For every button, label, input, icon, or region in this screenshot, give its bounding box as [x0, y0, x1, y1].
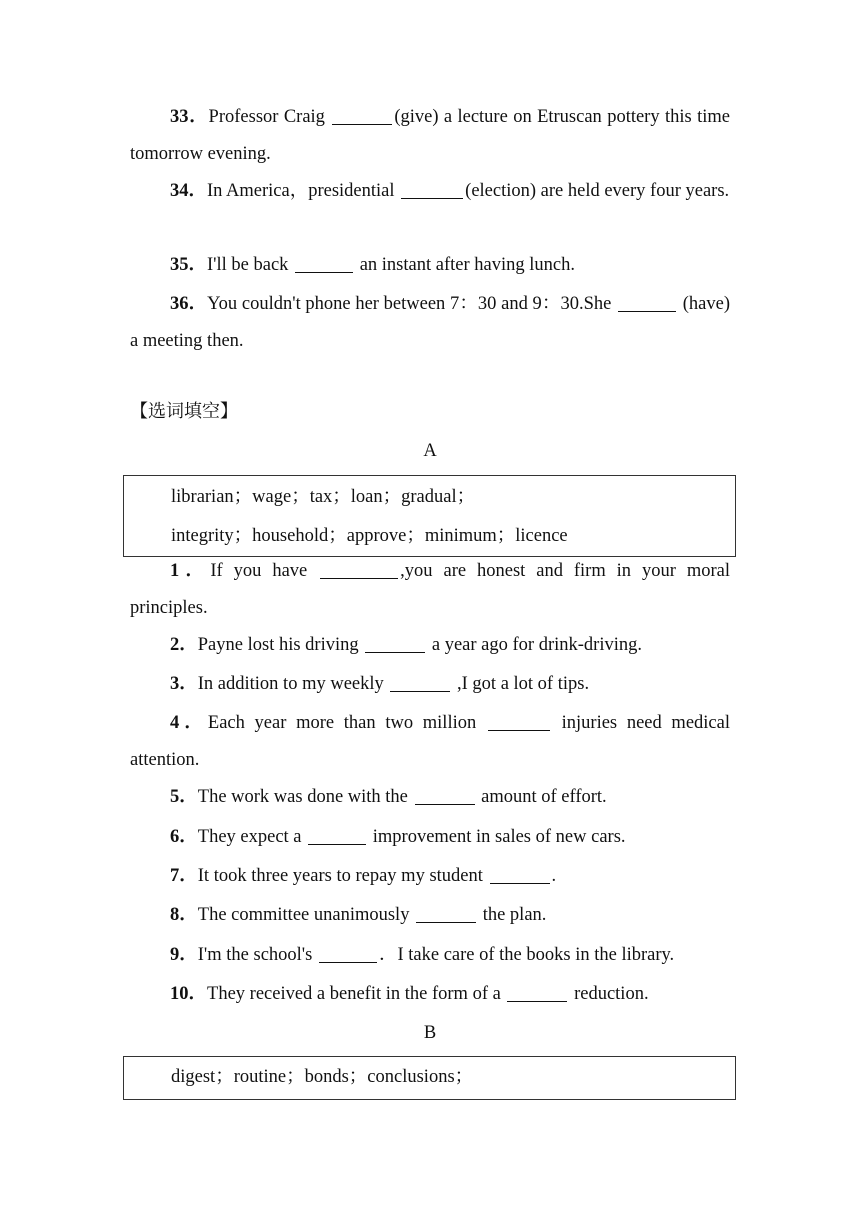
- word-bank-b: [123, 1056, 736, 1100]
- question-text: improvement in sales of new cars.: [368, 827, 626, 847]
- answer-blank[interactable]: [401, 180, 463, 200]
- answer-blank[interactable]: [365, 634, 425, 654]
- question-number: 33．: [170, 107, 209, 127]
- answer-blank[interactable]: [319, 944, 377, 964]
- question-text: If you have: [210, 561, 319, 581]
- question-text: amount of effort.: [476, 787, 607, 807]
- question-8: [130, 897, 730, 934]
- question-text: The work was done with the: [197, 787, 413, 807]
- question-number: 1．: [170, 561, 211, 581]
- answer-blank[interactable]: [490, 865, 550, 885]
- section-title: 【选词填空】: [130, 401, 238, 422]
- question-6: [130, 819, 730, 856]
- question-text: Each year more than two million: [207, 713, 486, 733]
- question-2: [130, 627, 730, 664]
- question-number: 2．: [170, 635, 198, 655]
- question-text: ,you are honest and firm in your moral principles.: [130, 561, 730, 618]
- question-number: 36．: [170, 294, 208, 314]
- question-number: 4．: [170, 713, 208, 733]
- question-9: [130, 937, 730, 974]
- question-text: In America，presidential: [207, 181, 400, 201]
- question-7: [130, 858, 730, 895]
- question-number: 9．: [170, 945, 198, 965]
- question-number: 10．: [170, 984, 208, 1004]
- question-number: 35．: [170, 255, 208, 275]
- question-4: [130, 705, 730, 779]
- answer-blank[interactable]: [295, 254, 353, 274]
- question-text: the plan.: [478, 905, 547, 925]
- question-10: [130, 976, 730, 1013]
- question-text: ,I got a lot of tips.: [452, 674, 590, 694]
- question-text: injuries need medical attention.: [130, 713, 730, 770]
- word-bank-line: librarian；wage；tax；loan；gradual；: [171, 487, 476, 507]
- question-3: [130, 666, 730, 703]
- question-text: Payne lost his driving: [197, 635, 364, 655]
- question-text: reduction.: [569, 984, 649, 1004]
- question-text: You couldn't phone her between 7：30 and 9：30.She: [207, 294, 617, 314]
- answer-blank[interactable]: [488, 712, 550, 732]
- word-bank-line: digest；routine；bonds；conclusions；: [171, 1067, 474, 1087]
- question-text: I'll be back: [207, 255, 294, 275]
- answer-blank[interactable]: [618, 293, 676, 313]
- answer-blank[interactable]: [320, 560, 398, 580]
- question-33: [130, 99, 730, 173]
- question-text: The committee unanimously: [197, 905, 415, 925]
- answer-blank[interactable]: [390, 673, 450, 693]
- question-34: [130, 173, 730, 210]
- question-text: ．I take care of the books in the library.: [378, 945, 675, 965]
- question-35: [130, 247, 730, 284]
- question-text: It took three years to repay my student: [197, 866, 488, 886]
- question-number: 5．: [170, 787, 198, 807]
- question-number: 8．: [170, 905, 198, 925]
- question-text: (election) are held every four years.: [465, 181, 730, 201]
- question-text: (have) a meeting then.: [130, 294, 731, 351]
- part-b-label: B: [423, 1023, 437, 1043]
- question-36: [130, 286, 730, 360]
- question-5: [130, 779, 730, 816]
- question-number: 7．: [170, 866, 198, 886]
- question-text: an instant after having lunch.: [355, 255, 575, 275]
- question-text: .: [551, 866, 557, 886]
- question-text: They received a benefit in the form of a: [207, 984, 506, 1004]
- question-text: They expect a: [197, 827, 307, 847]
- question-number: 3．: [170, 674, 198, 694]
- question-number: 34．: [170, 181, 208, 201]
- word-bank-a: [123, 475, 736, 557]
- answer-blank[interactable]: [332, 106, 392, 126]
- question-text: Professor Craig: [208, 107, 331, 127]
- word-bank-line: integrity；household；approve；minimum；licence: [171, 526, 568, 546]
- question-text: (give) a lecture on Etruscan pottery this time tomorrow evening.: [130, 107, 730, 164]
- answer-blank[interactable]: [308, 826, 366, 846]
- question-text: In addition to my weekly: [197, 674, 389, 694]
- question-number: 6．: [170, 827, 198, 847]
- answer-blank[interactable]: [507, 983, 567, 1003]
- answer-blank[interactable]: [415, 786, 475, 806]
- answer-blank[interactable]: [416, 904, 476, 924]
- question-text: I'm the school's: [197, 945, 317, 965]
- question-text: a year ago for drink-driving.: [427, 635, 642, 655]
- question-1: [130, 553, 730, 627]
- part-a-label: A: [423, 441, 437, 461]
